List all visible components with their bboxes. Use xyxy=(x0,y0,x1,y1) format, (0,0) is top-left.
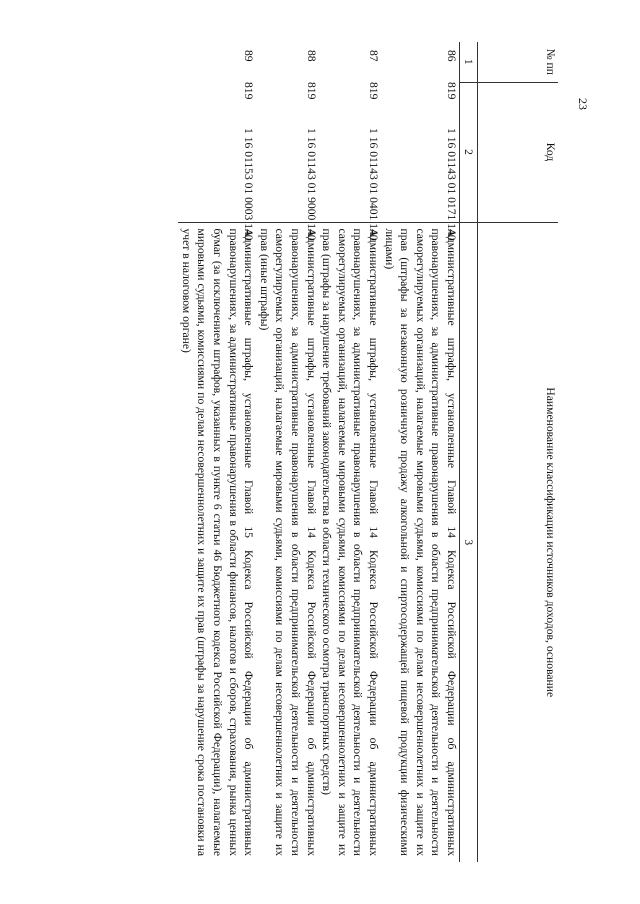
admin-code: 819 xyxy=(304,82,318,100)
income-description: Административные штрафы, установленные Главой 14 Кодекса Российской Федерации об административных правонарушениях, за административные правонарушения в области предпринимательской деятельности и деятельности саморегулируемых организаций, налагаемые мировыми судьями, комиссиями по делам несовершеннолетних и защите их прав (иные штрафы) xyxy=(257,228,318,856)
table-header-row xyxy=(478,42,559,862)
page-number: 23 xyxy=(576,98,590,110)
admin-code: 819 xyxy=(445,82,458,100)
document-table-container xyxy=(90,42,558,862)
column-number-2: 2 xyxy=(460,82,478,222)
income-code: 1 16 01143 01 0171 140 xyxy=(381,118,459,222)
admin-code: 819 xyxy=(367,82,381,100)
income-description: Административные штрафы, установленные Главой 15 Кодекса Российской Федерации об административных правонарушениях, за административные правонарушения в области финансов, налогов и сборов, страхования, рынка ценных бумаг (за исключением штрафов, указанных в пункте 6 статьи 46 Бюджетного кодекса Российской Федерации), налагаемые мировыми судьями, комиссиями по делам несовершеннолетних и защите их прав (штрафы за нарушение срока постановки на учет в налоговом органе) xyxy=(179,228,256,856)
header-code: Код xyxy=(478,82,559,222)
row-number: 86 xyxy=(445,50,458,62)
income-code: 1 16 01143 01 9000 140 xyxy=(256,118,318,222)
column-number-3: 3 xyxy=(460,222,478,862)
admin-code: 819 xyxy=(242,82,256,100)
income-code: 1 16 01153 01 0003 140 xyxy=(178,118,256,222)
column-number-1: 1 xyxy=(460,42,478,82)
row-number: 89 xyxy=(242,50,256,62)
table-row xyxy=(319,42,381,862)
income-description: Административные штрафы, установленные Главой 14 Кодекса Российской Федерации об административных правонарушениях, за административные правонарушения в области предпринимательской деятельности и деятельности саморегулируемых организаций, налагаемые мировыми судьями, комиссиями по делам несовершеннолетних и защите их прав (штрафы за незаконную розничную продажу алкогольной и спиртосодержащей пищевой продукции физическими лицами) xyxy=(382,228,458,856)
row-number: 87 xyxy=(367,50,381,62)
income-code: 1 16 01143 01 0401 140 xyxy=(319,118,381,222)
income-sources-table xyxy=(178,42,558,862)
row-number: 88 xyxy=(304,50,318,62)
table-row xyxy=(381,42,459,862)
income-description: Административные штрафы, установленные Главой 14 Кодекса Российской Федерации об административных правонарушениях, за административные правонарушения в области предпринимательской деятельности и деятельности саморегулируемых организаций, налагаемые мировыми судьями, комиссиями по делам несовершеннолетних и защите их прав (штрафы за нарушение требований законодательства в области технического осмотра транспортных средств) xyxy=(320,228,381,856)
column-numbers-row xyxy=(460,42,478,862)
table-row xyxy=(256,42,318,862)
table-row xyxy=(178,42,256,862)
header-name: Наименование классификации источников доходов, основание xyxy=(544,387,557,698)
header-num: № пп xyxy=(478,42,559,82)
